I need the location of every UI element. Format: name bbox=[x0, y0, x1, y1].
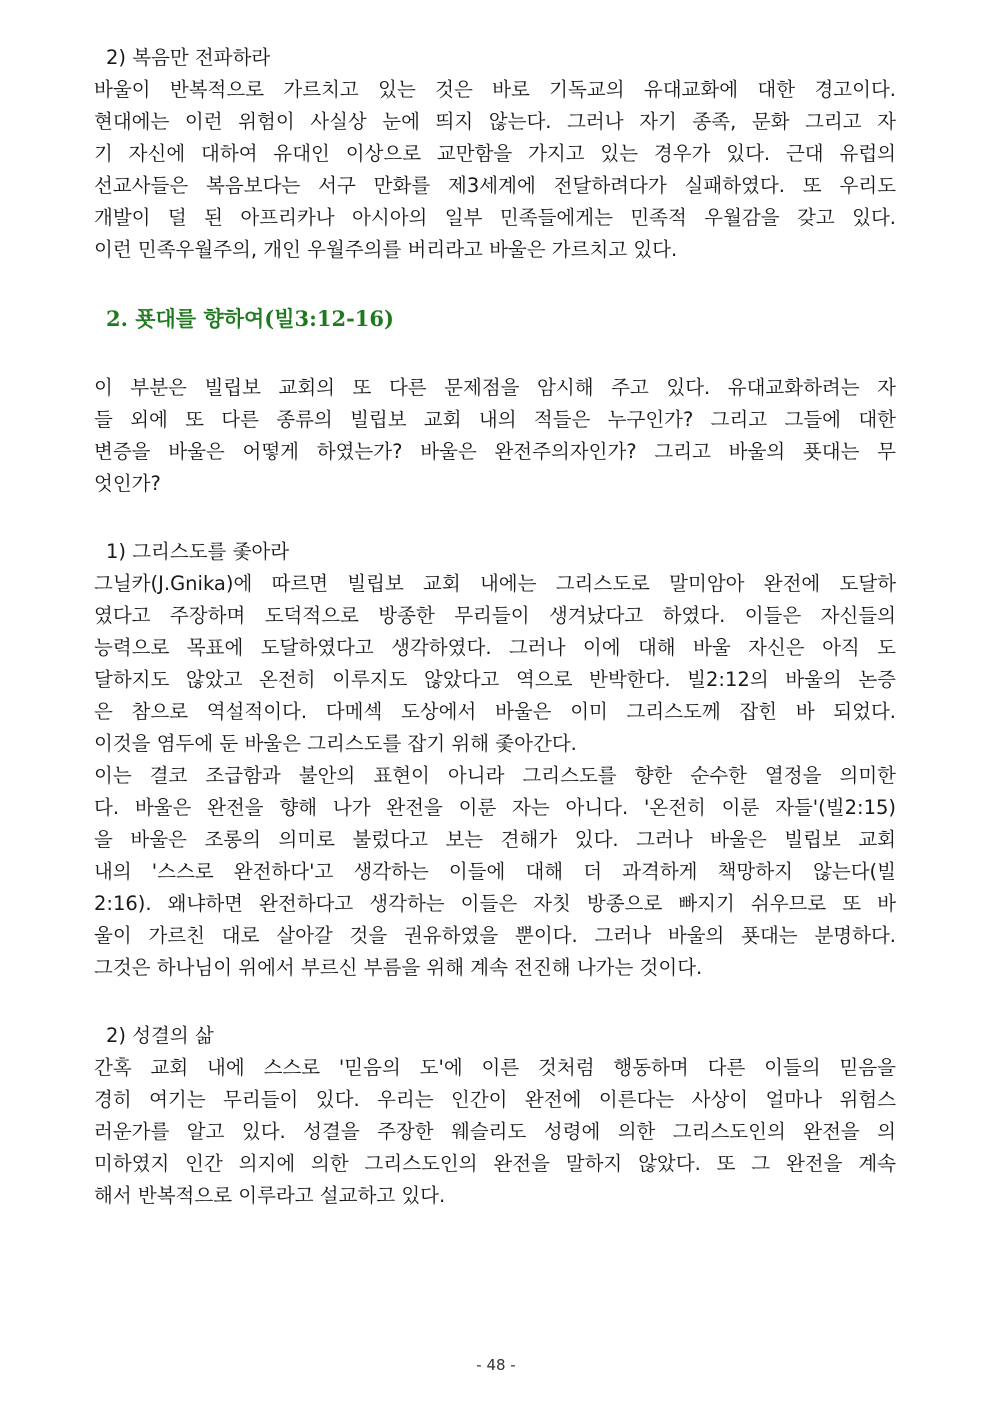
paragraph-preach-gospel bbox=[94, 74, 896, 266]
paragraph-follow-christ-2 bbox=[94, 760, 896, 984]
text-line: 러운가를 알고 있다. 성결을 주장한 웨슬리도 성령에 의한 그리스도인의 완전을 의 bbox=[94, 1120, 896, 1143]
document-page bbox=[94, 42, 896, 1212]
text-line: 기 자신에 대하여 유대인 이상으로 교만함을 가지고 있는 경우가 있다. 근대 유럽의 bbox=[94, 142, 896, 165]
paragraph-holy-life bbox=[94, 1052, 896, 1212]
text-line: 였다고 주장하며 도덕적으로 방종한 무리들이 생겨났다고 하였다. 이들은 자신들의 bbox=[94, 604, 896, 627]
text-line: 이 부분은 빌립보 교회의 또 다른 문제점을 암시해 주고 있다. 유대교화하려는 자 bbox=[94, 376, 896, 399]
text-line: 2:16). 왜냐하면 완전하다고 생각하는 이들은 자칫 방종으로 빠지기 쉬우므로 또 바 bbox=[94, 892, 896, 915]
subsection-heading-follow-christ: 1) 그리스도를 좇아라 bbox=[106, 540, 290, 563]
paragraph-follow-christ-1 bbox=[94, 568, 896, 760]
subsection-heading-holy-life: 2) 성결의 삶 bbox=[106, 1024, 214, 1047]
text-line: 이런 민족우월주의, 개인 우월주의를 버리라고 바울은 가르치고 있다. bbox=[94, 238, 678, 261]
page-number: - 48 - bbox=[476, 1356, 516, 1374]
subsection-heading-preach-gospel: 2) 복음만 전파하라 bbox=[106, 46, 271, 69]
text-line: 달하지도 않았고 온전히 이루지도 않았다고 역으로 반박한다. 빌2:12의 바울의 논증 bbox=[94, 668, 896, 691]
paragraph-section-intro bbox=[94, 372, 896, 500]
text-line: 경히 여기는 무리들이 있다. 우리는 인간이 완전에 이른다는 사상이 얼마나 위험스 bbox=[94, 1088, 896, 1111]
text-line: 은 참으로 역설적이다. 다메섹 도상에서 바울은 이미 그리스도께 잡힌 바 되었다. bbox=[94, 700, 896, 723]
text-line: 능력으로 목표에 도달하였다고 생각하였다. 그러나 이에 대해 바울 자신은 아직 도 bbox=[94, 636, 896, 659]
text-line: 선교사들은 복음보다는 서구 만화를 제3세계에 전달하려다가 실패하였다. 또 우리도 bbox=[94, 174, 896, 197]
text-line: 개발이 덜 된 아프리카나 아시아의 일부 민족들에게는 민족적 우월감을 갖고 있다. bbox=[94, 206, 896, 229]
text-line: 변증을 바울은 어떻게 하였는가? 바울은 완전주의자인가? 그리고 바울의 푯대는 무 bbox=[94, 440, 896, 463]
text-line: 다. 바울은 완전을 향해 나가 완전을 이룬 자는 아니다. '온전히 이룬 자들'(빌2:15) bbox=[94, 796, 896, 819]
text-line: 그닐카(J.Gnika)에 따르면 빌립보 교회 내에는 그리스도로 말미암아 완전에 도달하 bbox=[94, 572, 896, 595]
section-heading-toward-goal: 2. 푯대를 향하여(빌3:12-16) bbox=[106, 306, 394, 331]
text-line: 미하였지 인간 의지에 의한 그리스도인의 완전을 말하지 않았다. 또 그 완전을 계속 bbox=[94, 1152, 896, 1175]
text-line: 내의 '스스로 완전하다'고 생각하는 이들에 대해 더 과격하게 책망하지 않는다(빌 bbox=[94, 860, 896, 883]
text-line: 그것은 하나님이 위에서 부르신 부름을 위해 계속 전진해 나가는 것이다. bbox=[94, 956, 703, 979]
text-line: 현대에는 이런 위험이 사실상 눈에 띄지 않는다. 그러나 자기 종족, 문화 그리고 자 bbox=[94, 110, 896, 133]
text-line: 을 바울은 조롱의 의미로 불렀다고 보는 견해가 있다. 그러나 바울은 빌립보 교회 bbox=[94, 828, 896, 851]
text-line: 해서 반복적으로 이루라고 설교하고 있다. bbox=[94, 1184, 446, 1207]
text-line: 바울이 반복적으로 가르치고 있는 것은 바로 기독교의 유대교화에 대한 경고이다. bbox=[94, 78, 896, 101]
text-line: 엇인가? bbox=[94, 472, 161, 495]
text-line: 들 외에 또 다른 종류의 빌립보 교회 내의 적들은 누구인가? 그리고 그들에 대한 bbox=[94, 408, 896, 431]
text-line: 이것을 염두에 둔 바울은 그리스도를 잡기 위해 좇아간다. bbox=[94, 732, 577, 755]
text-line: 이는 결코 조급함과 불안의 표현이 아니라 그리스도를 향한 순수한 열정을 의미한 bbox=[94, 764, 896, 787]
text-line: 울이 가르친 대로 살아갈 것을 권유하였을 뿐이다. 그러나 바울의 푯대는 분명하다. bbox=[94, 924, 896, 947]
text-line: 간혹 교회 내에 스스로 '믿음의 도'에 이른 것처럼 행동하며 다른 이들의 믿음을 bbox=[94, 1056, 896, 1079]
